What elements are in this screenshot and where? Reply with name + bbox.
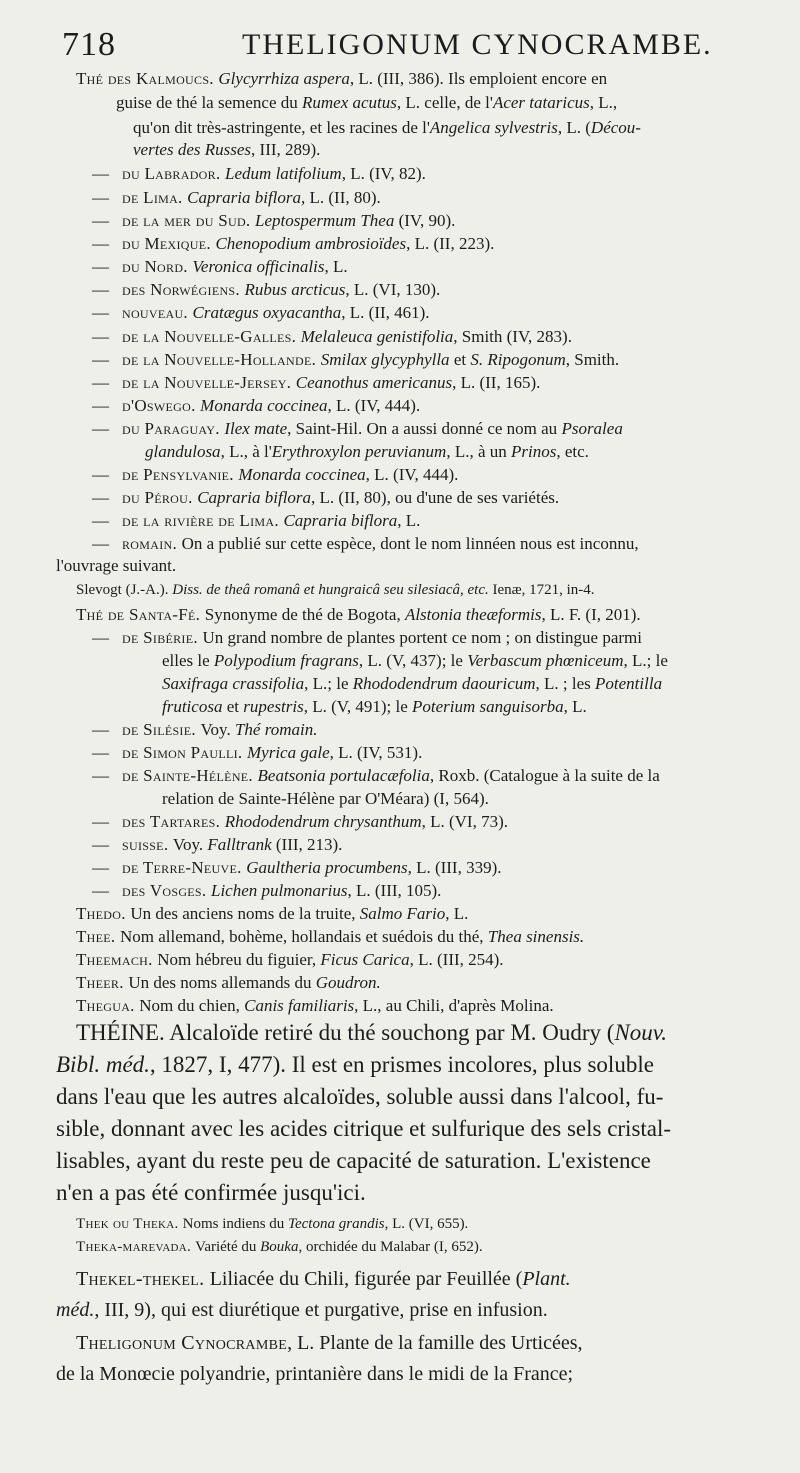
text-run: sible, donnant avec les acides citrique et sulfurique des sels cristal-: [56, 1116, 672, 1141]
ditto-dash: —: [92, 488, 109, 507]
text-line: [133, 139, 320, 161]
entry-heading: de Terre-Neuve.: [122, 858, 247, 877]
text-run: , III, 9), qui est diurétique et purgative, prise en infusion.: [94, 1299, 548, 1321]
text-line: [56, 1178, 366, 1208]
ditto-dash: —: [92, 188, 109, 207]
italic-term: Gaultheria procumbens: [246, 858, 408, 877]
entry-heading: des Tartares.: [122, 812, 225, 831]
ditto-dash: —: [92, 511, 109, 530]
text-run: (IV, 90).: [394, 211, 456, 230]
italic-term: Erythroxylon peruvianum: [271, 442, 447, 461]
text-line: [56, 1082, 663, 1112]
ditto-dash: —: [92, 766, 109, 785]
text-run: , L., à un: [446, 442, 511, 461]
text-run: Un des anciens noms de la truite,: [130, 904, 360, 923]
italic-term: S. Ripogonum: [470, 350, 566, 369]
text-run: Ienæ, 1721, in-4.: [488, 582, 595, 598]
entry-heading: du Pérou.: [122, 488, 198, 507]
text-line: [133, 117, 641, 139]
ditto-dash: —: [92, 743, 109, 762]
text-run: Noms indiens du: [182, 1216, 289, 1232]
text-run: , Smith.: [565, 350, 620, 369]
entry-heading: Theemach.: [76, 950, 158, 969]
entry-heading: romain.: [122, 534, 182, 553]
entry-heading: du Mexique.: [122, 234, 216, 253]
entry-heading: Thé de Santa-Fé.: [76, 605, 205, 624]
entry-heading: nouveau.: [122, 303, 193, 322]
text-run: , L. ; les: [535, 674, 596, 693]
text-run: , L.; le: [304, 674, 353, 693]
text-line: [92, 510, 420, 532]
ditto-dash: —: [92, 211, 109, 230]
entry-heading: de Simon Paulli.: [122, 743, 247, 762]
italic-term: Angelica sylvestris: [429, 118, 558, 137]
ditto-dash: —: [92, 327, 109, 346]
italic-term: Falltrank: [207, 835, 272, 854]
text-run: Voy.: [172, 835, 208, 854]
entry-heading: de la mer du Sud.: [122, 211, 256, 230]
text-run: qu'on dit très-astringente, et les racines de l': [133, 118, 430, 137]
text-line: [76, 604, 641, 626]
italic-term: Verbascum phœniceum: [467, 651, 624, 670]
text-line: [56, 1114, 671, 1144]
text-line: [56, 1050, 654, 1080]
text-run: , L.: [324, 257, 348, 276]
italic-term: Poterium sanguisorba: [412, 697, 564, 716]
ditto-dash: —: [92, 303, 109, 322]
italic-term: Tectona grandis: [288, 1216, 385, 1232]
text-line: [92, 233, 494, 255]
text-run: , L. (V, 437); le: [358, 651, 468, 670]
italic-term: Rumex acutus: [302, 93, 397, 112]
entry-heading: Thek ou Theka.: [76, 1216, 183, 1232]
text-line: [92, 533, 639, 555]
entry-heading: de la Nouvelle-Hollande.: [122, 350, 321, 369]
text-line: [92, 256, 348, 278]
text-line: [92, 187, 381, 209]
text-run: (III, 213).: [271, 835, 343, 854]
entry-heading: de Sainte-Hélène.: [122, 766, 258, 785]
text-run: , L. (VI, 130).: [345, 280, 441, 299]
italic-term: Saxifraga crassifolia: [162, 674, 305, 693]
italic-term: Monarda coccinea: [238, 465, 366, 484]
running-title: THELIGONUM CYNOCRAMBE.: [242, 28, 713, 61]
text-line: [92, 719, 317, 741]
entry-heading: du Labrador.: [122, 164, 226, 183]
text-run: , L.; le: [623, 651, 668, 670]
text-run: et: [449, 350, 471, 369]
text-run: relation de Sainte-Hélène par O'Méara) (I, 564).: [162, 789, 489, 808]
italic-term: Rubus arcticus: [244, 280, 346, 299]
italic-term: Salmo Fario: [359, 904, 446, 923]
page-header: [62, 26, 780, 66]
italic-term: Thé romain.: [234, 720, 318, 739]
text-run: Nom hébreu du figuier,: [157, 950, 321, 969]
text-line: [76, 68, 607, 90]
italic-term: Lichen pulmonarius: [211, 881, 348, 900]
italic-term: Melaleuca genistifolia: [300, 327, 454, 346]
text-run: Nom du chien,: [139, 996, 245, 1015]
text-run: , L. (III, 254).: [409, 950, 504, 969]
entry-heading: de la Nouvelle-Jersey.: [122, 373, 296, 392]
text-run: , Saint-Hil. On a aussi donné ce nom au: [287, 419, 562, 438]
text-line: [92, 811, 508, 833]
italic-term: Rhododendrum chrysanthum: [224, 812, 422, 831]
entry-heading: Thekel-thekel.: [76, 1268, 210, 1290]
text-line: [92, 279, 440, 301]
text-line: [92, 372, 540, 394]
italic-term: Smilax glycyphylla: [320, 350, 450, 369]
italic-term: Canis familiaris: [244, 996, 355, 1015]
text-run: , L. (II, 165).: [452, 373, 541, 392]
text-run: l'ouvrage suivant.: [56, 556, 177, 575]
text-run: lisables, ayant du reste peu de capacité de saturation. L'existence: [56, 1148, 651, 1173]
italic-term: Leptospermum Thea: [255, 211, 395, 230]
italic-term: Glycyrrhiza aspera: [218, 69, 350, 88]
text-line: [162, 650, 668, 672]
italic-term: Capraria biflora: [283, 511, 398, 530]
text-run: , L. F. (I, 201).: [541, 605, 641, 624]
text-line: [56, 555, 176, 577]
text-run: , L., au Chili, d'après Molina.: [354, 996, 554, 1015]
italic-term: Alstonia theæformis: [404, 605, 542, 624]
text-line: [92, 880, 441, 902]
text-run: de la Monœcie polyandrie, printanière dans le midi de la France;: [56, 1363, 574, 1385]
text-line: [56, 1146, 651, 1176]
entry-heading: de la rivière de Lima.: [122, 511, 284, 530]
entry-heading: de Sibérie.: [122, 628, 203, 647]
ditto-dash: —: [92, 350, 109, 369]
italic-term: Veronica officinalis: [192, 257, 325, 276]
text-run: , L. Plante de la famille des Urticées,: [287, 1332, 583, 1354]
entry-heading: Thé des Kalmoucs.: [76, 69, 219, 88]
text-line: [92, 395, 420, 417]
entry-heading: des Vosges.: [122, 881, 211, 900]
italic-term: Ceanothus americanus: [295, 373, 453, 392]
italic-term: Bibl. méd.: [56, 1052, 150, 1077]
ditto-dash: —: [92, 858, 109, 877]
text-run: , L.: [397, 511, 421, 530]
text-line: [76, 1214, 468, 1234]
entry-heading: de la Nouvelle-Galles.: [122, 327, 301, 346]
italic-term: Polypodium fragrans: [213, 651, 359, 670]
text-line: [92, 487, 559, 509]
text-line: [56, 1361, 573, 1387]
entry-heading: Theka-marevada.: [76, 1239, 196, 1255]
text-run: guise de thé la semence du: [116, 93, 302, 112]
text-line: [145, 441, 589, 463]
entry-heading: Theer.: [76, 973, 129, 992]
text-run: , L. (IV, 82).: [341, 164, 426, 183]
text-run: , etc.: [556, 442, 589, 461]
ditto-dash: —: [92, 812, 109, 831]
entry-heading: de Silésie.: [122, 720, 201, 739]
entry-heading: du Nord.: [122, 257, 193, 276]
text-run: , L. (II, 461).: [341, 303, 430, 322]
text-run: , L. (IV, 444).: [327, 396, 421, 415]
text-line: [76, 1266, 571, 1292]
text-run: , L.: [563, 697, 587, 716]
italic-term: Beatsonia portulacæfolia: [257, 766, 430, 785]
text-run: n'en a pas été confirmée jusqu'ici.: [56, 1180, 366, 1205]
entry-heading: Theligonum Cynocrambe: [76, 1332, 288, 1354]
text-run: , L., à l': [220, 442, 272, 461]
text-line: [92, 418, 623, 440]
text-run: elles le: [162, 651, 214, 670]
text-run: , L.: [445, 904, 469, 923]
italic-term: Ledum latifolium: [225, 164, 342, 183]
text-run: , L. (VI, 655).: [384, 1216, 469, 1232]
text-line: [76, 1018, 667, 1048]
italic-term: Psoralea: [561, 419, 623, 438]
italic-term: Plant.: [522, 1268, 571, 1290]
ditto-dash: —: [92, 373, 109, 392]
text-run: , orchidée du Malabar (I, 652).: [298, 1239, 483, 1255]
italic-term: fruticosa: [162, 697, 223, 716]
text-line: [92, 302, 430, 324]
italic-term: Acer tataricus: [492, 93, 590, 112]
text-run: Liliacée du Chili, figurée par Feuillée (: [209, 1268, 523, 1290]
entry-heading: de Pensylvanie.: [122, 465, 239, 484]
entry-heading: Thee.: [76, 927, 121, 946]
entry-heading: d'Oswego.: [122, 396, 201, 415]
ditto-dash: —: [92, 396, 109, 415]
text-run: , Roxb. (Catalogue à la suite de la: [429, 766, 660, 785]
entry-heading: Thegua.: [76, 996, 140, 1015]
text-run: THÉINE.: [76, 1020, 170, 1045]
ditto-dash: —: [92, 280, 109, 299]
text-run: , Smith (IV, 283).: [453, 327, 572, 346]
italic-term: Nouv.: [614, 1020, 668, 1045]
entry-heading: Thedo.: [76, 904, 131, 923]
text-line: [92, 627, 642, 649]
text-run: , L. (III, 339).: [407, 858, 502, 877]
italic-term: Cratægus oxyacantha: [192, 303, 342, 322]
ditto-dash: —: [92, 465, 109, 484]
entry-heading: des Norwégiens.: [122, 280, 245, 299]
italic-term: Diss. de theâ romanâ et hungraicâ seu silesiacâ, etc.: [172, 582, 489, 598]
italic-term: Goudron.: [315, 973, 381, 992]
text-run: , L. (VI, 73).: [421, 812, 509, 831]
text-run: Variété du: [195, 1239, 261, 1255]
text-run: Alcaloïde retiré du thé souchong par M. Oudry (: [169, 1020, 615, 1045]
text-run: On a publié sur cette espèce, dont le nom linnéen nous est inconnu,: [181, 534, 639, 553]
italic-term: Capraria biflora: [187, 188, 302, 207]
text-run: , 1827, I, 477). Il est en prismes incolores, plus soluble: [149, 1052, 654, 1077]
text-line: [92, 349, 619, 371]
ditto-dash: —: [92, 720, 109, 739]
text-line: [162, 696, 587, 718]
italic-term: Rhododendrum daouricum: [352, 674, 536, 693]
text-run: Nom allemand, bohème, hollandais et suédois du thé,: [120, 927, 488, 946]
text-line: [56, 1297, 548, 1323]
text-line: [162, 788, 489, 810]
text-line: [76, 995, 554, 1017]
text-run: Un des noms allemands du: [128, 973, 316, 992]
italic-term: Bouka: [260, 1239, 299, 1255]
text-run: , L. (II, 80), ou d'une de ses variétés.: [311, 488, 560, 507]
italic-term: Myrica gale: [247, 743, 330, 762]
text-run: , L. (IV, 444).: [365, 465, 459, 484]
text-line: [76, 1330, 583, 1356]
text-run: , L. (: [557, 118, 591, 137]
ditto-dash: —: [92, 835, 109, 854]
text-line: [76, 580, 595, 600]
text-line: [92, 464, 458, 486]
ditto-dash: —: [92, 257, 109, 276]
italic-term: Ficus Carica: [320, 950, 410, 969]
text-line: [116, 92, 617, 114]
italic-term: Thea sinensis.: [487, 927, 585, 946]
ditto-dash: —: [92, 881, 109, 900]
text-run: , L. celle, de l': [396, 93, 493, 112]
text-run: , L. (V, 491); le: [303, 697, 412, 716]
text-line: [92, 210, 455, 232]
entry-heading: de Lima.: [122, 188, 188, 207]
text-line: [76, 903, 468, 925]
text-line: [162, 673, 662, 695]
ditto-dash: —: [92, 628, 109, 647]
italic-term: Ilex mate: [224, 419, 288, 438]
text-run: Voy.: [200, 720, 235, 739]
italic-term: Prinos: [511, 442, 557, 461]
text-run: , L. (II, 223).: [406, 234, 495, 253]
ditto-dash: —: [92, 164, 109, 183]
text-line: [92, 742, 422, 764]
text-run: , L. (III, 386). Ils emploient encore en: [349, 69, 608, 88]
text-run: , L.,: [589, 93, 618, 112]
ditto-dash: —: [92, 234, 109, 253]
italic-term: rupestris: [243, 697, 304, 716]
text-run: dans l'eau que les autres alcaloïdes, soluble aussi dans l'alcool, fu-: [56, 1084, 664, 1109]
page-number: 718: [62, 26, 116, 63]
text-line: [92, 857, 502, 879]
italic-term: méd.: [56, 1299, 95, 1321]
text-run: , L. (II, 80).: [301, 188, 381, 207]
text-line: [92, 765, 660, 787]
text-run: , III, 289).: [251, 140, 321, 159]
text-run: Un grand nombre de plantes portent ce nom ; on distingue parmi: [202, 628, 643, 647]
text-line: [92, 834, 342, 856]
text-line: [92, 163, 426, 185]
italic-term: Décou-: [590, 118, 641, 137]
text-run: Slevogt (J.-A.).: [76, 582, 173, 598]
text-line: [92, 326, 572, 348]
italic-term: Chenopodium ambrosioïdes: [215, 234, 407, 253]
text-run: et: [222, 697, 244, 716]
entry-heading: du Paraguay.: [122, 419, 225, 438]
ditto-dash: —: [92, 534, 109, 553]
italic-term: glandulosa: [145, 442, 221, 461]
text-line: [76, 1237, 483, 1257]
text-run: Synonyme de thé de Bogota,: [204, 605, 405, 624]
italic-term: Monarda coccinea: [200, 396, 328, 415]
text-line: [76, 972, 381, 994]
ditto-dash: —: [92, 419, 109, 438]
entry-heading: suisse.: [122, 835, 173, 854]
text-line: [76, 926, 584, 948]
italic-term: Potentilla: [595, 674, 663, 693]
text-run: , L. (III, 105).: [347, 881, 442, 900]
text-run: , L. (IV, 531).: [329, 743, 423, 762]
italic-term: vertes des Russes: [133, 140, 252, 159]
text-line: [76, 949, 504, 971]
italic-term: Capraria biflora: [197, 488, 312, 507]
